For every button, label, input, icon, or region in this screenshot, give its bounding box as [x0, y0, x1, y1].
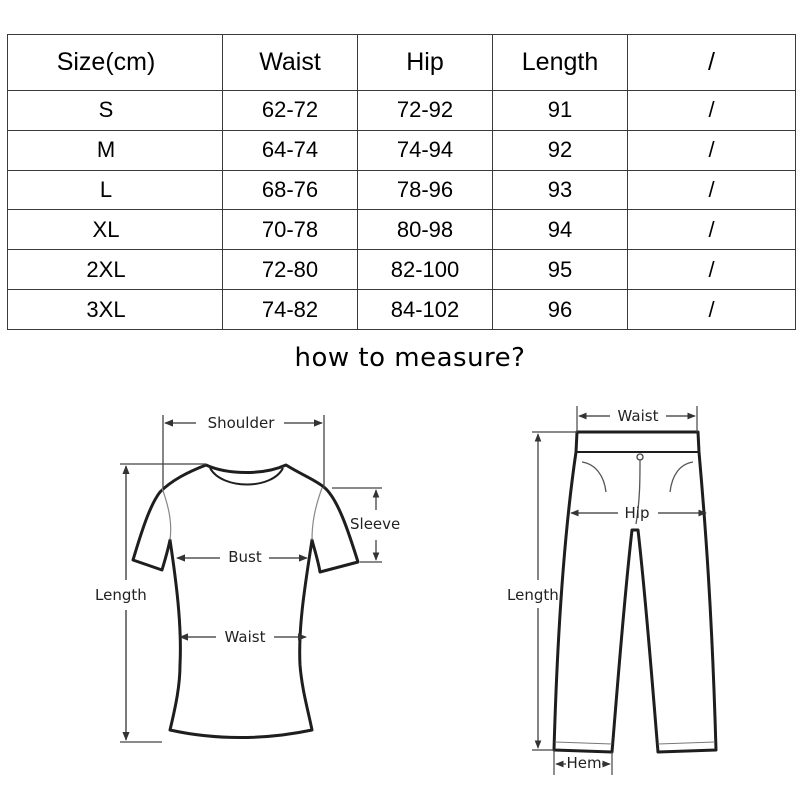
cell-size: 3XL — [8, 290, 223, 330]
cell-waist: 74-82 — [223, 290, 358, 330]
tshirt-seam-right — [312, 488, 322, 540]
pants-length-label: Length — [507, 586, 559, 604]
cell-size: 2XL — [8, 250, 223, 290]
cell-hip: 72-92 — [358, 91, 493, 131]
cell-size: M — [8, 130, 223, 170]
cell-length: 94 — [493, 210, 628, 250]
pants-outline — [554, 432, 716, 752]
cell-extra: / — [628, 290, 796, 330]
cell-waist: 62-72 — [223, 91, 358, 131]
tshirt-outline — [133, 465, 358, 738]
cell-size: XL — [8, 210, 223, 250]
shirt-waist-label: Waist — [224, 628, 266, 646]
pants-diagram — [507, 406, 716, 775]
hip-label: Hip — [624, 504, 650, 522]
cell-length: 92 — [493, 130, 628, 170]
header-length: Length — [493, 35, 628, 91]
bust-label: Bust — [228, 548, 262, 566]
cell-size: L — [8, 170, 223, 210]
tshirt-diagram — [95, 414, 400, 742]
pants-waist-label: Waist — [617, 407, 659, 425]
header-size: Size(cm) — [8, 35, 223, 91]
cell-hip: 80-98 — [358, 210, 493, 250]
cell-extra: / — [628, 130, 796, 170]
cell-waist: 64-74 — [223, 130, 358, 170]
hem-label: Hem — [566, 754, 602, 772]
cell-extra: / — [628, 91, 796, 131]
pants-hem-left — [555, 742, 612, 744]
cell-waist: 70-78 — [223, 210, 358, 250]
cell-extra: / — [628, 250, 796, 290]
cell-length: 95 — [493, 250, 628, 290]
cell-hip: 78-96 — [358, 170, 493, 210]
sleeve-label: Sleeve — [350, 515, 401, 533]
shirt-length-label: Length — [95, 586, 147, 604]
cell-hip: 74-94 — [358, 130, 493, 170]
cell-extra: / — [628, 170, 796, 210]
cell-length: 91 — [493, 91, 628, 131]
cell-hip: 84-102 — [358, 290, 493, 330]
header-waist: Waist — [223, 35, 358, 91]
cell-waist: 68-76 — [223, 170, 358, 210]
shoulder-label: Shoulder — [207, 414, 275, 432]
tshirt-seam-left — [162, 488, 171, 540]
header-extra: / — [628, 35, 796, 91]
pants-pocket-right — [670, 462, 693, 492]
pants-button — [637, 454, 643, 460]
pants-hem-right — [658, 742, 715, 744]
header-hip: Hip — [358, 35, 493, 91]
cell-length: 96 — [493, 290, 628, 330]
cell-extra: / — [628, 210, 796, 250]
cell-hip: 82-100 — [358, 250, 493, 290]
how-to-measure-heading: how to measure? — [294, 343, 526, 373]
cell-waist: 72-80 — [223, 250, 358, 290]
cell-length: 93 — [493, 170, 628, 210]
cell-size: S — [8, 91, 223, 131]
pants-pocket-left — [582, 462, 606, 492]
